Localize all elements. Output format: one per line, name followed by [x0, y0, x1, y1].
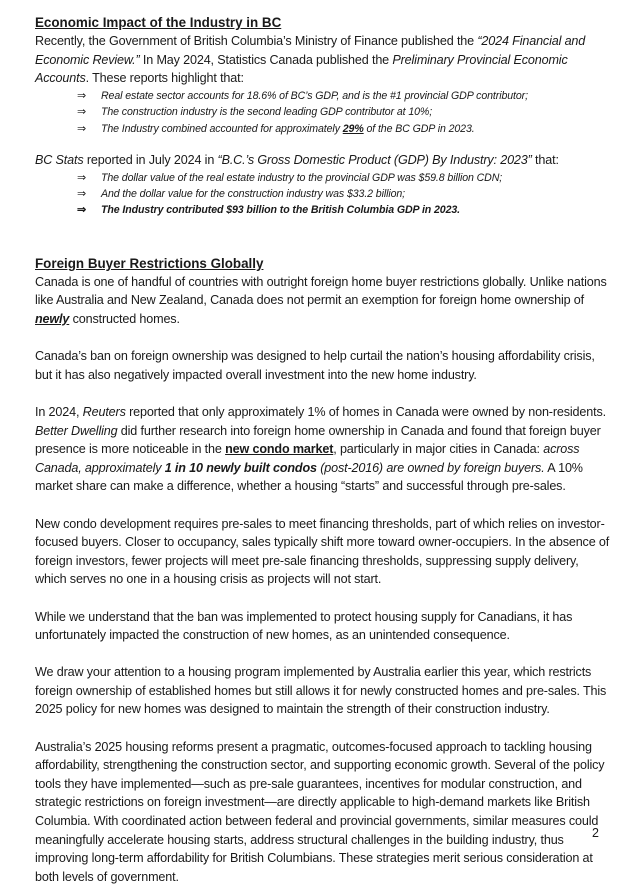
text: did further research into foreign home ownership in Canada and found that foreign buyer presence is more noticeable in the: [35, 423, 601, 457]
section-heading-foreign-buyer: Foreign Buyer Restrictions Globally: [35, 255, 264, 271]
paragraph-reuters-research: [35, 403, 610, 496]
paragraph-ban-impact: Canada’s ban on foreign ownership was designed to help curtail the nation’s housing affordability crisis, but it has also negatively impacted overall investment into the new home industry.: [35, 349, 595, 382]
paragraph-finance-reports: [35, 32, 610, 88]
text: reported that only approximately 1% of homes in Canada were owned by non-residents.: [125, 404, 606, 419]
arrow-bullet-icon: ⇒: [77, 171, 87, 184]
arrow-bullet-icon: ⇒: [77, 204, 87, 217]
text: , particularly in major cities in Canada:: [333, 442, 544, 457]
bullet-text: The Industry contributed $93 billion to the British Columbia GDP in 2023.: [101, 204, 461, 217]
paragraph-condo-presales: New condo development requires pre-sales to meet financing thresholds, part of which relies on investor-focused buyers. Closer to occupancy, sales typically shift more toward owner-occupiers. In the absence of foreign investors, fewer projects will meet pre-sale financing thresholds, suppressing supply delivery, which serves no one in a housing crisis as projects will not start.: [35, 516, 610, 587]
spacer: [35, 219, 610, 255]
text: Recently, the Government of British Columbia’s Ministry of Finance published the: [35, 34, 478, 48]
source-name: Reuters: [82, 404, 126, 419]
page-number: 2: [592, 826, 599, 840]
paragraph-australia-program: We draw your attention to a housing program implemented by Australia earlier this year, which restricts foreign ownership of established homes but still allows it for newly constructed homes and pre-sales. This 2025 policy for new homes was designed to maintain the strength of their construction industry.: [35, 665, 607, 717]
paragraph-unintended-consequence: While we understand that the ban was implemented to protect housing supply for Canadians, it has unfortunately impacted the construction of new homes, as an unintended consequence.: [35, 609, 573, 643]
emphasis-1-in-10: 1 in 10 newly built condos: [164, 460, 317, 475]
emphasis-newly: newly: [35, 312, 70, 326]
text: reported in July 2024 in: [83, 153, 218, 167]
text: In 2024,: [35, 404, 83, 419]
paragraph-bc-stats: [35, 151, 610, 170]
emphasis-29-percent: 29%: [342, 122, 364, 135]
emphasis-new-condo-market: new condo market: [225, 442, 334, 457]
text: Canada is one of handful of countries with outright foreign home buyer restrictions globally. Unlike nations like Australia and New Zealand, Canada does not permit an exemption for foreign home ownership of: [35, 274, 607, 308]
list-item: [35, 186, 610, 202]
source-name: BC Stats: [35, 153, 84, 167]
bullet-text: The dollar value of the real estate industry to the provincial GDP was $59.8 billion CDN;: [101, 171, 503, 184]
spacer: [35, 384, 610, 403]
text: across Canada, approximately: [35, 442, 580, 475]
document-page: [35, 14, 610, 886]
text: A 10% market share can make a difference, whether a housing “starts” and successful through pre-sales.: [35, 460, 583, 494]
source-name: Better Dwelling: [35, 423, 118, 438]
paragraph-canada-restrictions: [35, 273, 610, 329]
list-item: [35, 88, 610, 104]
spacer: [35, 645, 610, 664]
spacer: [35, 589, 610, 608]
bullet-text: Real estate sector accounts for 18.6% of BC’s GDP, and is the #1 provincial GDP contributor;: [101, 89, 528, 102]
spacer: [35, 137, 610, 151]
bullet-list-gdp-highlights: [35, 88, 610, 137]
paragraph-australia-reforms: Australia’s 2025 housing reforms present a pragmatic, outcomes-focused approach to tackling housing affordability, strengthening the construction sector, and supporting economic growth. Several of the policy tools they have implemented—such as pre-sale guarantees, incentives for modular construction, and strategic restrictions on foreign investment—are directly applicable to high-demand markets like British Columbia. With coordinated action between federal and provincial governments, similar measures could meaningfully accelerate housing starts, address structural challenges in the building industry, thus improving long-term affordability for British Columbians. These strategies merit serious consideration at both levels of government.: [35, 739, 605, 884]
report-title: “2024 Financial and Economic Review.”: [35, 34, 586, 67]
list-item: [35, 121, 610, 137]
spacer: [35, 329, 610, 348]
bullet-text: of the BC GDP in 2023.: [363, 122, 475, 135]
list-item: [35, 202, 610, 218]
text: In May 2024, Statistics Canada published the: [139, 52, 393, 67]
arrow-bullet-icon: ⇒: [77, 89, 87, 102]
list-item: [35, 170, 610, 186]
arrow-bullet-icon: ⇒: [77, 188, 87, 200]
arrow-bullet-icon: ⇒: [77, 106, 87, 119]
arrow-bullet-icon: ⇒: [77, 122, 87, 135]
text: (post-2016) are owned by foreign buyers.: [316, 460, 545, 475]
text: constructed homes.: [69, 312, 180, 326]
report-title: Preliminary Provincial Economic Accounts: [35, 52, 568, 86]
spacer: [35, 719, 610, 738]
bullet-text: The construction industry is the second leading GDP contributor at 10%;: [101, 106, 433, 119]
text: . These reports highlight that:: [85, 71, 244, 86]
spacer: [35, 496, 610, 515]
text: that:: [531, 153, 559, 167]
bullet-text: And the dollar value for the construction industry was $33.2 billion;: [101, 188, 406, 200]
list-item: [35, 104, 610, 120]
section-heading-economic-impact: Economic Impact of the Industry in BC: [35, 15, 282, 30]
bullet-list-gdp-values: [35, 170, 610, 219]
report-title: “B.C.’s Gross Domestic Product (GDP) By Industry: 2023”: [217, 153, 532, 167]
bullet-text: The Industry combined accounted for approximately: [101, 122, 343, 135]
